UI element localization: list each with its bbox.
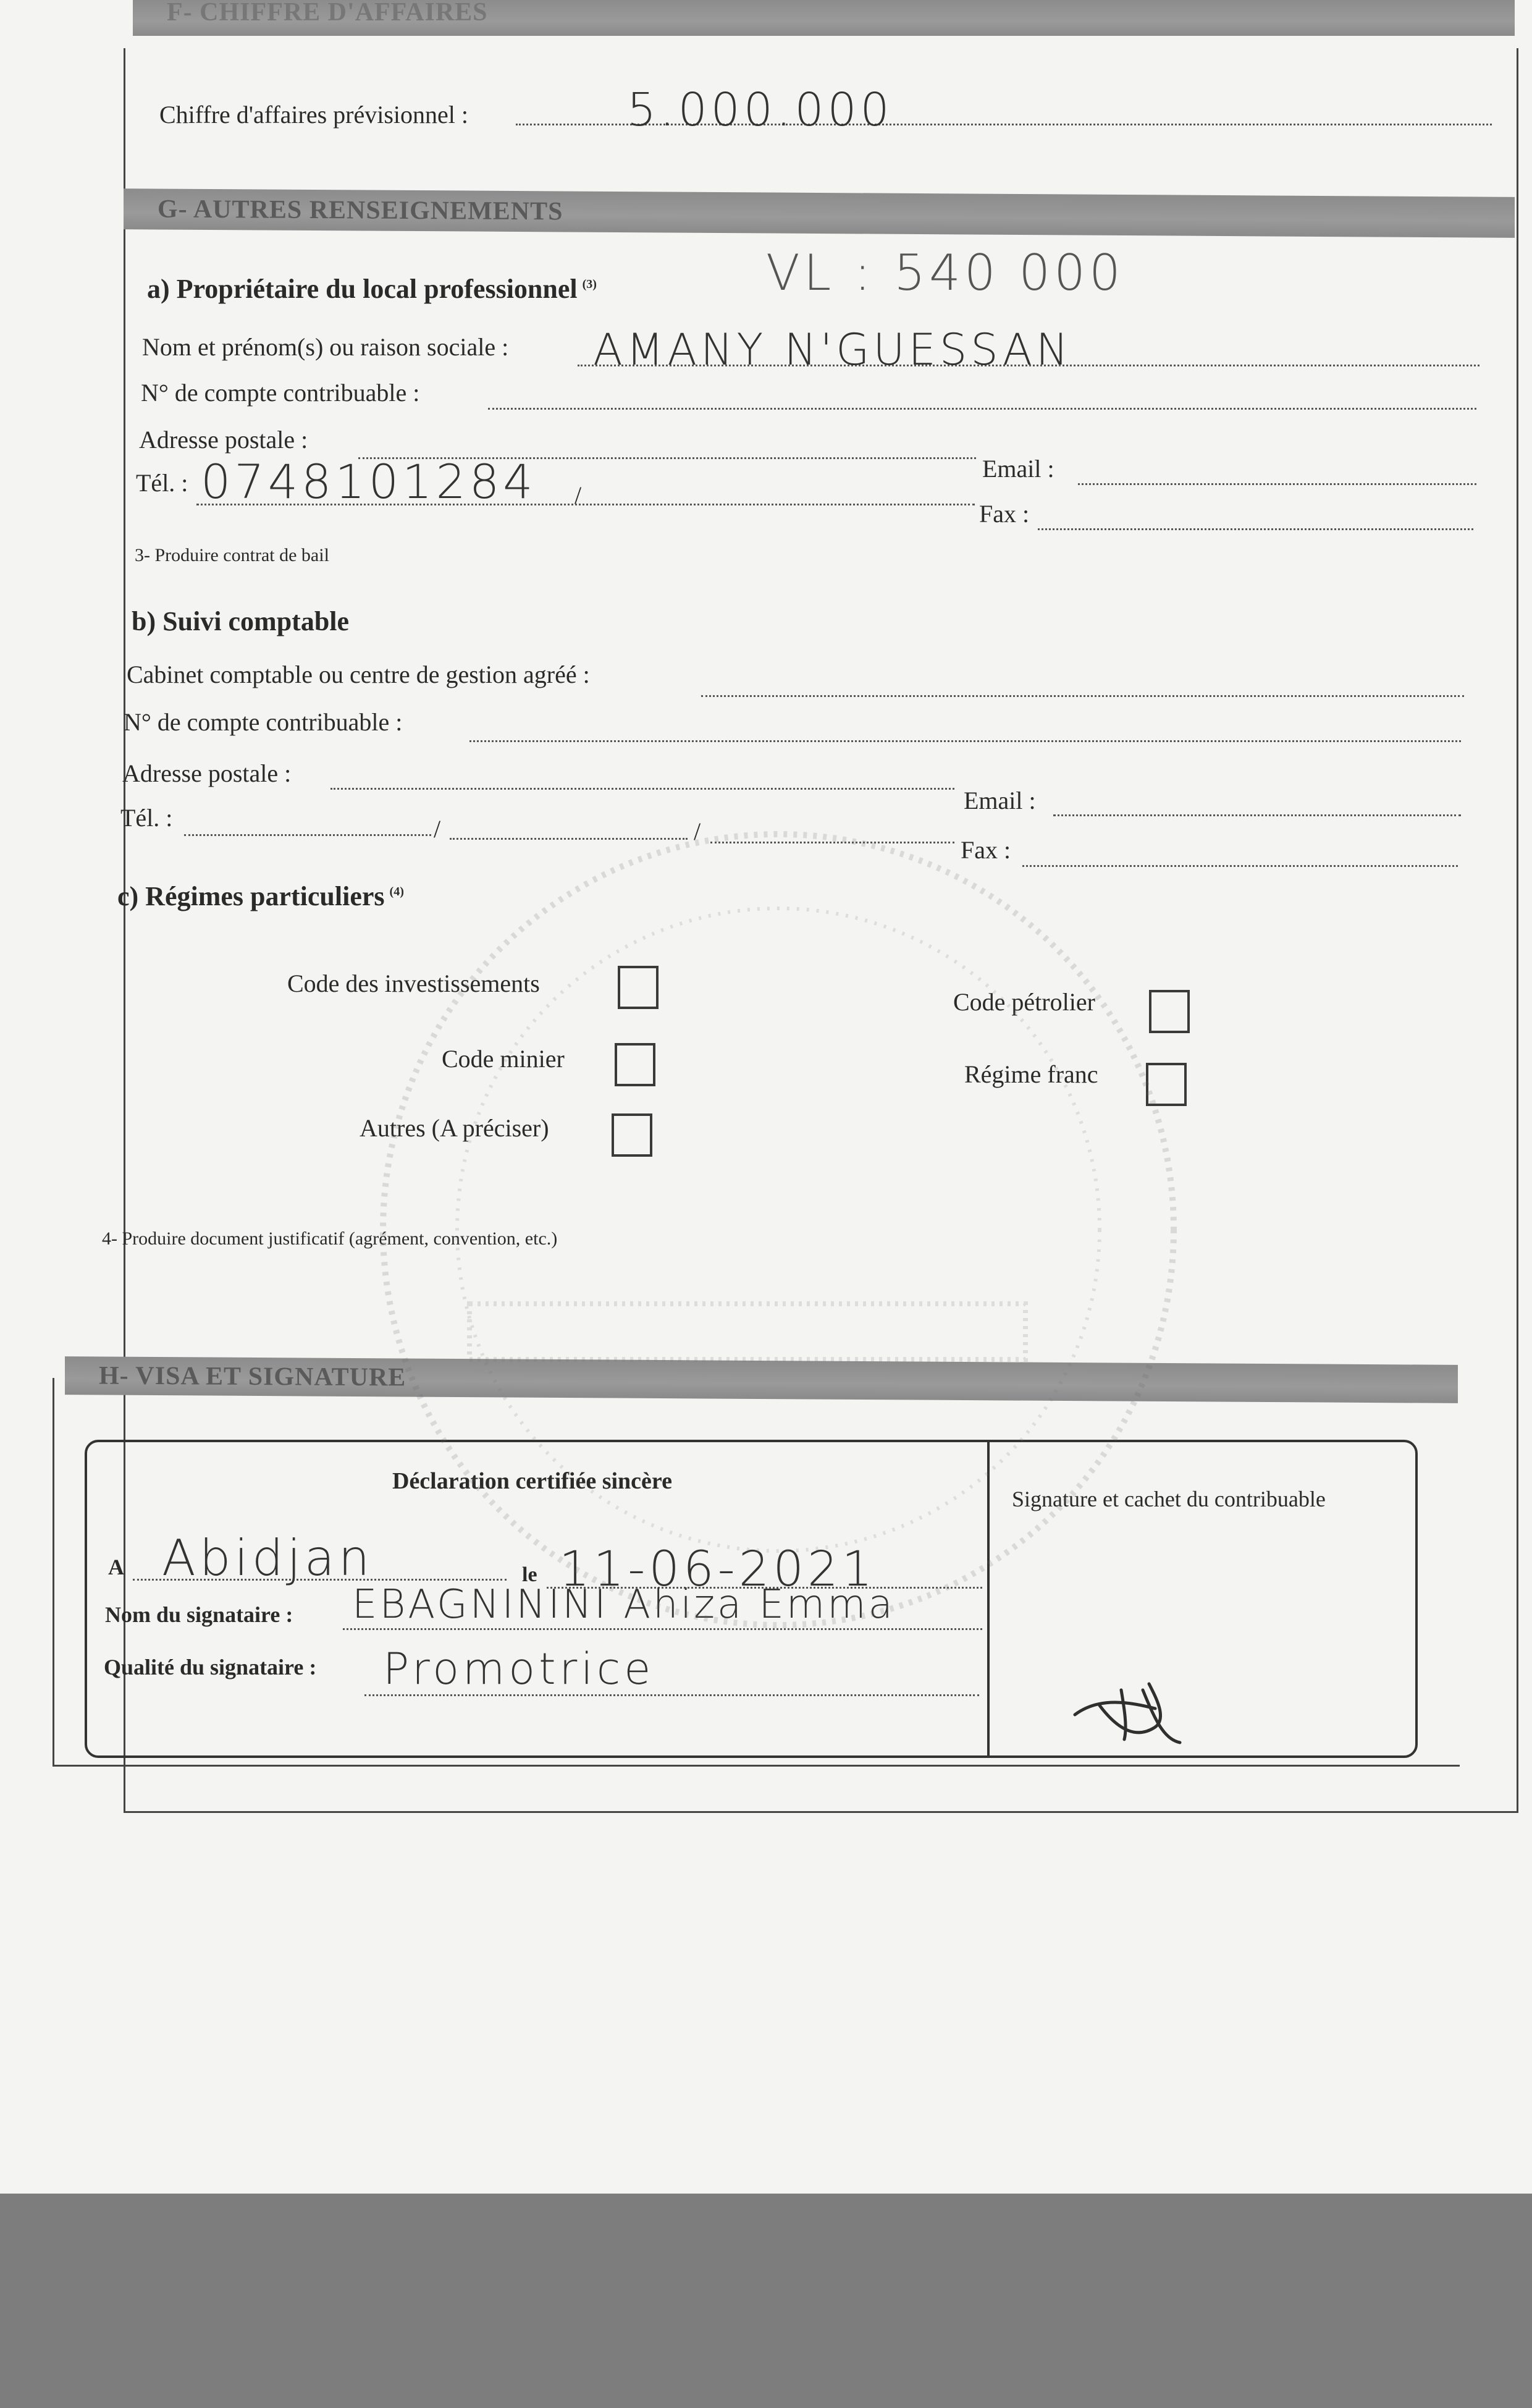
signature-title: Signature et cachet du contribuable: [1012, 1487, 1326, 1511]
declaration-nom-label: Nom du signataire :: [105, 1602, 293, 1627]
declaration-title: Déclaration certifiée sincère: [392, 1468, 672, 1494]
proprietaire-heading: a) Propriétaire du local professionnel $^{(3)}$: [147, 274, 597, 304]
proprietaire-nom-value: AMANY N'GUESSAN: [593, 324, 1072, 375]
regimes-heading: c) Régimes particuliers $^{(4)}$: [117, 881, 404, 911]
suivi-cabinet-label: Cabinet comptable ou centre de gestion agréé :: [127, 661, 590, 688]
declaration-a-value: Abidjan: [162, 1529, 374, 1587]
regime-petrolier-label: Code pétrolier: [953, 988, 1095, 1016]
stamp-watermark: [346, 723, 1273, 1712]
regime-investissements-label: Code des investissements: [287, 970, 540, 997]
suivi-adresse-label: Adresse postale :: [122, 759, 292, 787]
proprietaire-email-line: [1078, 483, 1476, 485]
declaration-nom-value: EBAGNININI Ahiza Emma: [352, 1582, 895, 1628]
proprietaire-nom-label: Nom et prénom(s) ou raison sociale :: [142, 333, 509, 361]
declaration-le-value: 11-06-2021: [559, 1542, 877, 1597]
suivi-email-label: Email :: [964, 787, 1036, 814]
footnote-3: 3- Produire contrat de bail: [135, 545, 329, 565]
proprietaire-fax-label: Fax :: [979, 500, 1030, 528]
section-g-title: G- AUTRES RENSEIGNEMENTS: [158, 195, 563, 226]
suivi-compte-label: N° de compte contribuable :: [124, 708, 403, 736]
regime-minier-label: Code minier: [442, 1045, 565, 1073]
proprietaire-tel-label: Tél. :: [136, 469, 188, 497]
section-h-title: H- VISA ET SIGNATURE: [99, 1361, 406, 1392]
regime-franc-label: Régime franc: [964, 1060, 1098, 1088]
suivi-cabinet-line: [701, 695, 1464, 697]
suivi-tel-separator-2: /: [694, 817, 701, 845]
section-g-band: [124, 188, 1515, 238]
suivi-tel-separator-1: /: [434, 815, 441, 843]
proprietaire-tel-value: 0748101284: [201, 454, 537, 509]
proprietaire-compte-line: [488, 408, 1476, 410]
proprietaire-adresse-label: Adresse postale :: [139, 426, 308, 454]
chiffre-label: Chiffre d'affaires prévisionnel :: [159, 101, 469, 129]
declaration-qualite-label: Qualité du signataire :: [104, 1655, 317, 1679]
proprietaire-compte-label: N° de compte contribuable :: [141, 379, 420, 407]
proprietaire-tel-separator: /: [574, 481, 582, 509]
vl-note: VL : 540 000: [766, 244, 1124, 302]
section-f-band: [133, 0, 1515, 36]
suivi-fax-label: Fax :: [961, 836, 1011, 864]
proprietaire-fax-line: [1038, 528, 1473, 530]
declaration-qualite-value: Promotrice: [383, 1644, 655, 1694]
footnote-4: 4- Produire document justificatif (agrément, convention, etc.): [102, 1228, 558, 1249]
declaration-a-label: A: [108, 1555, 124, 1579]
declaration-le-label: le: [522, 1563, 537, 1586]
section-f-title: F- CHIFFRE D'AFFAIRES: [167, 0, 488, 27]
regime-autres-label: Autres (A préciser): [360, 1114, 549, 1142]
suivi-heading: b) Suivi comptable: [132, 606, 350, 636]
chiffre-value: 5.000.000: [627, 83, 893, 137]
proprietaire-email-label: Email :: [982, 455, 1054, 483]
suivi-tel-label: Tél. :: [120, 804, 173, 832]
